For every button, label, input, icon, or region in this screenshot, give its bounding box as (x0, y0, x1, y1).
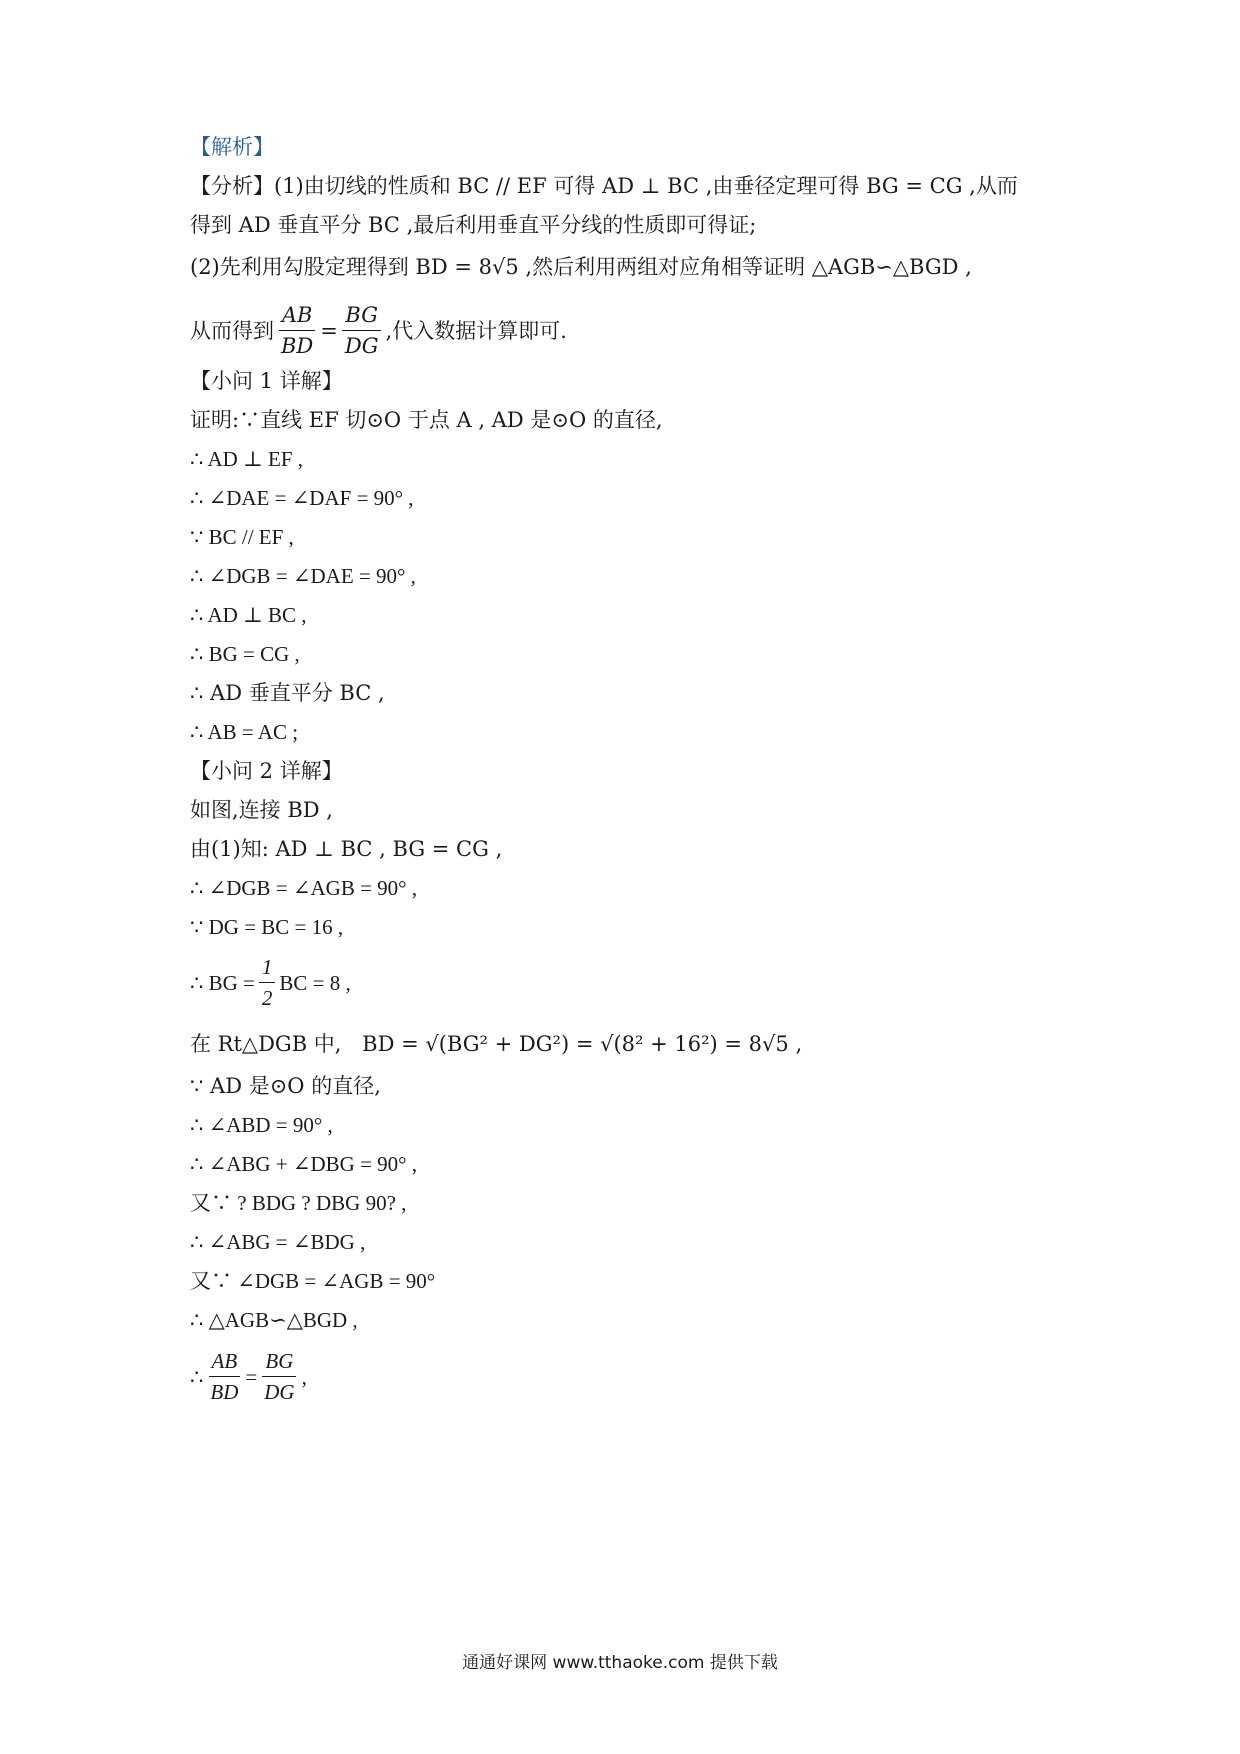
fraction-ab-over-bd (207, 1346, 241, 1407)
analysis-line-2: 得到 AD 垂直平分 BC ,最后利用垂直平分线的性质即可得证; (190, 213, 757, 237)
solution-line-2: 由(1)知: AD ⊥ BC , BG = CG , (190, 837, 503, 861)
solution-line-6-math: BD = √(BG² + DG²) = √(8² + 16²) = 8√5 , (362, 1032, 803, 1056)
analysis-line-4-end: ,代入数据计算即可. (385, 318, 567, 343)
solution-line-12: 又∵ ∠DGB = ∠AGB = 90° (190, 1269, 436, 1293)
fraction-ab-over-bd (278, 300, 316, 361)
fraction-denominator: DG (264, 1380, 295, 1404)
proof-line-8: ∴ AD 垂直平分 BC , (190, 681, 385, 705)
proof-line-4: ∵ BC // EF , (190, 525, 294, 549)
solution-line-9: ∴ ∠ABG + ∠DBG = 90° , (190, 1152, 418, 1176)
solution-line-7: ∵ AD 是⊙O 的直径, (190, 1074, 381, 1098)
subquestion-2-header: 【小问 2 详解】 (190, 759, 343, 783)
solution-line-5 (190, 952, 351, 1013)
solution-line-3: ∴ ∠DGB = ∠AGB = 90° , (190, 876, 418, 900)
solution-line-13: ∴ △AGB∽△BGD , (190, 1308, 358, 1332)
proof-line-9: ∴ AB = AC ; (190, 720, 299, 744)
solution-line-14 (190, 1346, 307, 1407)
solution-line-5-end: BC = 8 , (279, 970, 351, 995)
solution-line-1: 如图,连接 BD , (190, 798, 333, 822)
analysis-line-4 (190, 300, 567, 361)
fraction-numerator: AB (209, 1346, 241, 1377)
solution-line-5-start: ∴ BG = (190, 970, 255, 995)
fraction-numerator: BG (342, 300, 381, 331)
fraction-bg-over-dg (342, 300, 382, 361)
analysis-line-4-start: 从而得到 (190, 318, 274, 343)
fraction-one-half (259, 952, 276, 1013)
subquestion-1-header: 【小问 1 详解】 (190, 369, 343, 393)
proof-line-2: ∴ AD ⊥ EF , (190, 447, 304, 471)
fraction-denominator: 2 (261, 986, 273, 1010)
solution-line-14-end: , (301, 1364, 307, 1389)
proof-line-3: ∴ ∠DAE = ∠DAF = 90° , (190, 486, 414, 510)
solution-line-8: ∴ ∠ABD = 90° , (190, 1113, 333, 1137)
fraction-bg-over-dg (261, 1346, 297, 1407)
section-header-jiexi: 【解析】 (190, 135, 274, 159)
equals-sign: = (320, 318, 338, 343)
fraction-numerator: BG (262, 1346, 296, 1377)
solution-line-10: 又∵ ? BDG ? DBG 90? , (190, 1191, 407, 1215)
proof-line-1: 证明:∵直线 EF 切⊙O 于点 A , AD 是⊙O 的直径, (190, 408, 663, 432)
fraction-numerator: AB (279, 300, 316, 331)
solution-line-14-start: ∴ (190, 1364, 204, 1389)
fraction-denominator: DG (344, 334, 379, 358)
proof-line-7: ∴ BG = CG , (190, 642, 300, 666)
fraction-denominator: BD (210, 1380, 239, 1404)
solution-line-11: ∴ ∠ABG = ∠BDG , (190, 1230, 366, 1254)
page-footer: 通通好课网 www.tthaoke.com 提供下载 (462, 1653, 778, 1673)
proof-line-5: ∴ ∠DGB = ∠DAE = 90° , (190, 564, 416, 588)
solution-line-6 (190, 1030, 802, 1058)
analysis-line-1: 【分析】(1)由切线的性质和 BC // EF 可得 AD ⊥ BC ,由垂径定理可得 BG = CG ,从而 (190, 174, 1018, 198)
fraction-denominator: BD (281, 334, 314, 358)
equals-sign: = (245, 1364, 258, 1389)
fraction-numerator: 1 (259, 952, 276, 983)
proof-line-6: ∴ AD ⊥ BC , (190, 603, 307, 627)
solution-line-4: ∵ DG = BC = 16 , (190, 915, 344, 939)
solution-line-6-text: 在 Rt△DGB 中, (190, 1032, 342, 1056)
analysis-line-3: (2)先利用勾股定理得到 BD = 8√5 ,然后利用两组对应角相等证明 △AGB∽△BGD , (190, 255, 972, 279)
